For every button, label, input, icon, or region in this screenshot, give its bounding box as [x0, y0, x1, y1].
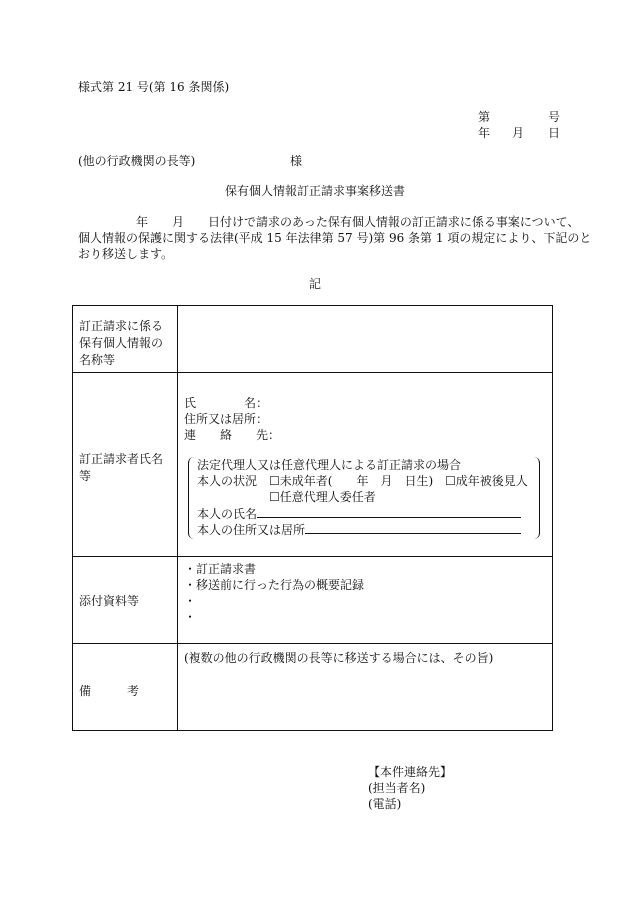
label-remarks-a: 備	[79, 684, 92, 698]
agent-request-box	[188, 457, 540, 539]
requester-address-label: 住所又は居所：	[184, 412, 269, 426]
label-info-name-l3: 名称等	[79, 353, 116, 367]
table-row-info-name	[73, 306, 553, 373]
label-remarks-b: 考	[127, 684, 140, 698]
principal-address-line	[305, 521, 521, 534]
contact-person: (担当者名)	[368, 781, 426, 795]
contact-heading: 【本件連絡先】	[368, 765, 453, 779]
agent-heading: 法定代理人又は任意代理人による訂正請求の場合	[197, 458, 462, 472]
label-info-name-l2: 保有個人情報の	[79, 336, 164, 350]
date-day: 日	[548, 126, 561, 140]
body-line-1: 年 月 日付けで請求のあった保有個人情報の訂正請求に係る事案について、	[136, 215, 580, 229]
details-table	[72, 305, 553, 731]
contact-phone: (電話)	[368, 797, 402, 811]
table-row-requester	[73, 373, 553, 557]
minor-checkbox[interactable]: ☐未成年者( 年 月 日生)	[269, 474, 434, 488]
date-month: 月	[512, 126, 525, 140]
label-cell-attachments	[73, 557, 178, 644]
principal-name-line	[257, 505, 521, 518]
label-cell-info-name	[73, 306, 178, 373]
number-label-go: 号	[548, 110, 561, 124]
value-cell-attachments[interactable]	[178, 557, 553, 644]
body-paragraph	[78, 214, 592, 262]
label-attachments: 添付資料等	[79, 594, 140, 608]
principal-name-field[interactable]	[197, 505, 521, 522]
label-cell-requester	[73, 373, 178, 557]
label-remarks	[79, 682, 139, 699]
attachment-item-2: ・移送前に行った行為の概要記録	[184, 578, 365, 592]
principal-status-label: 本人の状況	[197, 474, 258, 488]
requester-name-label: 氏 名：	[184, 396, 269, 410]
value-cell-requester[interactable]	[178, 373, 553, 557]
value-cell-remarks[interactable]	[178, 644, 553, 731]
principal-name-label: 本人の氏名	[197, 507, 258, 521]
label-requester-l1: 訂正請求者氏名	[79, 452, 164, 466]
body-line-3: おり移送します。	[78, 247, 174, 261]
requester-contact-label: 連 絡 先：	[184, 428, 281, 442]
label-requester	[79, 451, 173, 485]
number-label-dai: 第	[478, 110, 491, 124]
document-title: 保有個人情報訂正請求事案移送書	[224, 184, 405, 198]
date-year: 年	[478, 126, 491, 140]
principal-address-field[interactable]	[197, 521, 521, 538]
label-requester-l2: 等	[79, 469, 92, 483]
principal-address-label: 本人の住所又は居所	[197, 523, 306, 537]
attachment-item-4: ・	[184, 610, 197, 624]
table-row-remarks	[73, 644, 553, 731]
ki-heading: 記	[308, 277, 321, 291]
body-line-2: 個人情報の保護に関する法律(平成 15 年法律第 57 号)第 96 条第 1 項の規定により、下記のと	[78, 231, 592, 245]
addressee: (他の行政機関の長等)	[78, 154, 196, 168]
remarks-note: (複数の他の行政機関の長等に移送する場合には、その旨)	[184, 651, 494, 665]
label-info-name-l1: 訂正請求に係る	[79, 319, 164, 333]
voluntary-agent-checkbox[interactable]: ☐任意代理人委任者	[269, 490, 376, 504]
table-row-attachments	[73, 557, 553, 644]
attachment-item-3: ・	[184, 594, 197, 608]
addressee-honorific: 様	[290, 154, 303, 168]
label-cell-remarks	[73, 644, 178, 731]
value-cell-info-name[interactable]	[178, 306, 553, 373]
adult-ward-checkbox[interactable]: ☐成年被後見人	[445, 474, 528, 488]
form-number: 様式第 21 号(第 16 条関係)	[78, 80, 230, 94]
label-info-name	[79, 318, 173, 369]
attachment-item-1: ・訂正請求書	[184, 562, 257, 576]
